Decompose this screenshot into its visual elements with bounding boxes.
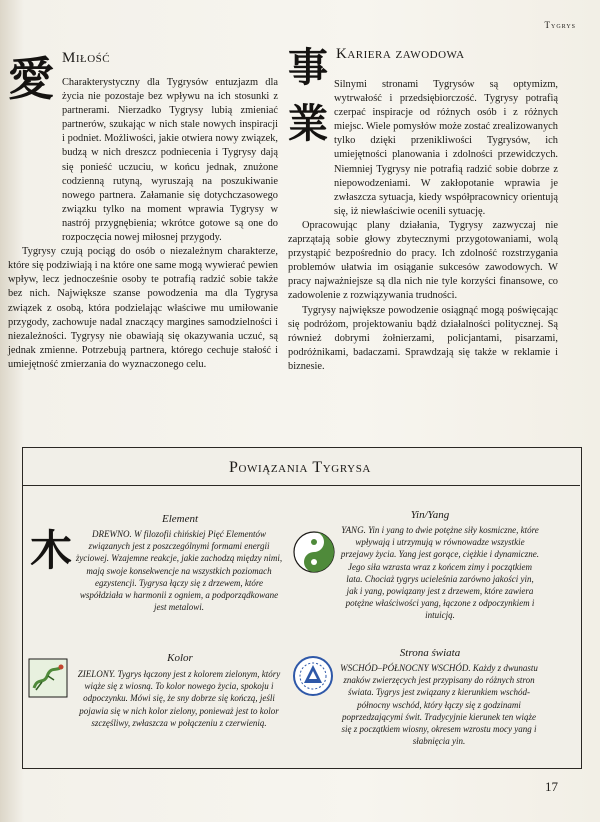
career-heading: Kariera zawodowa [336,46,465,62]
love-paragraph-2: Tygrysy czują pociąg do osób o niezależnym charakterze, które się podziwiają i na które one same mogą wywierać pewien wpływ, lecz jednocześnie osoby te potrafią radzić sobie także bez nich. Największe szanse powodzenia ma dla Tygrysa związek z osobą, która podzielając właściwe mu umiłowanie przygody, zachowuje nadal znaczący margines samodzielności i niezależności. Tygrysy nie obawiają się okazywania uczuć, są jednak zmienne. Potrzebują partnera, którego cechuje stałość i umiejętność zmierzania do wyznaczonego celu. [8,246,278,370]
career-paragraph-2: Opracowując plany działania, Tygrysy zazwyczaj nie zaprzątają sobie głowy zbytecznymi przygotowaniami, wolą przystąpić bezpośrednio do pracy. Ich zdolność rozstrzygania problemów ułatwia im osiąganie sukcesów zawodowych. W pracy najważniejsze są dla nich nie tyle korzyści finansowe, co zadowolenie z rozwiązywania trudności. [288,219,558,302]
yinyang-heading: Yin/Yang [410,509,450,521]
green-dragon-icon [28,658,68,698]
element-heading: Element [161,513,199,525]
element-text: DREWNO. W filozofii chińskiej Pięć Elementów związanych jest z poszczególnymi formami energii życiowej. Wzajemne reakcje, jakie zachodzą między nimi, mają swoje konsekwencje na wszystkich poziomach egzystencji. Tygrysa łączy się z drzewem, które współdziała w harmonii z ogniem, a podporządkowane jest metalowi. [75,529,283,613]
love-paragraph-1: Charakterystyczny dla Tygrysów entuzjazm dla życia nie pozostaje bez wpływu na ich stosunki z partnerami. Nierzadko Tygrysy lubią zmieniać partnerów, szukając w nich stale nowych inspiracji i podniet. Możliwości, jakie otwiera nowy związek, budzą w nich dreszcz podniecenia i Tygrysy dają się ponieść uczuciu, w końcu jednak, znużone codzienną rutyną, wyruszają na poszukiwanie nowego partnera. Załamanie się dotychczasowego związku tylko na moment wprawia Tygrysy w nastrój przygnębienia; wkrótce gotowe są one do rozpoczęcia nowej miłosnej przygody. [62,77,278,244]
element-wood-glyph: 木 [30,526,73,575]
direction-text: WSCHÓD–PÓŁNOCNY WSCHÓD. Każdy z dwunastu znaków zwierzęcych jest przypisany do różnych stron świata. Tygrys jest związany z kierunkiem wschód-północny wschód, który łączy się z godzinami poprzedzającymi świt. Tradycyjnie kierunek ten wiąże się z początkiem wiosny, okresem wzrostu mocy yang i słabnięcia yin. [340,663,538,747]
career-paragraph-1: Silnymi stronami Tygrysów są optymizm, wytrwałość i przedsiębiorczość. Tygrysy potrafią czerpać inspiracje od różnych osób i z różnych miejsc. Wiele pomysłów może zostać zrealizowanych tylko dzięki przenikliwości Tygrysów, ich umiejętności planowania i zdolności przewidczych. Niemniej Tygrysy nie potrafią radzić sobie dobrze z niepowodzeniami. W zakłopotanie wprawia je zwłaszcza sytuacja, kiedy współpracownicy orientują się, iż niewłaściwie ocenili sytuację. [334,79,558,217]
love-glyph: 愛 [8,52,54,106]
career-glyph-2: 業 [288,101,328,147]
color-heading: Kolor [167,652,193,664]
yin-yang-icon [292,530,336,574]
compass-icon [292,655,334,697]
direction-heading: Strona świata [399,647,461,659]
career-text [288,78,558,374]
career-glyph-1: 事 [288,45,328,91]
love-heading: Miłość [62,50,111,66]
yinyang-text: YANG. Yin i yang to dwie potężne siły kosmiczne, które wpływają i utrzymują w równowadze wszystkie przejawy życia. Yang jest gorące, ciężkie i dynamiczne. Jego siła wzrasta wraz z końcem zimy i początkiem lata. Chociaż tygrys ucieleśnia zarówno jakości yin, jak i yang, powiązany jest z drzewem, które zawiera potężne właściwości yang, łączone z odpoczynkiem i intuicją. [340,525,540,621]
love-text [8,76,278,372]
running-head: Tygrys [544,20,576,30]
page-number: 17 [545,779,558,794]
associations-title: Powiązania Tygrysa [229,459,371,476]
color-text: ZIELONY. Tygrys łączony jest z kolorem zielonym, który wiąże się z wiosną. To kolor nowego życia, spokoju i odpoczynku. Mówi się, że sny dobrze się kończą, jeśli pojawia się w nich kolor zielony, ponieważ jest to kolor szczęśliwy, zwłaszcza w połączeniu z czerwienią. [77,669,281,728]
career-paragraph-3: Tygrysy największe powodzenie osiągnąć mogą poświęcając się podróżom, projektowaniu bądź działalności politycznej. Są również dobrymi żołnierzami, policjantami, pisarzami, podróżnikami, badaczami. Sprawdzają się także w reklamie i biznesie. [288,304,558,372]
